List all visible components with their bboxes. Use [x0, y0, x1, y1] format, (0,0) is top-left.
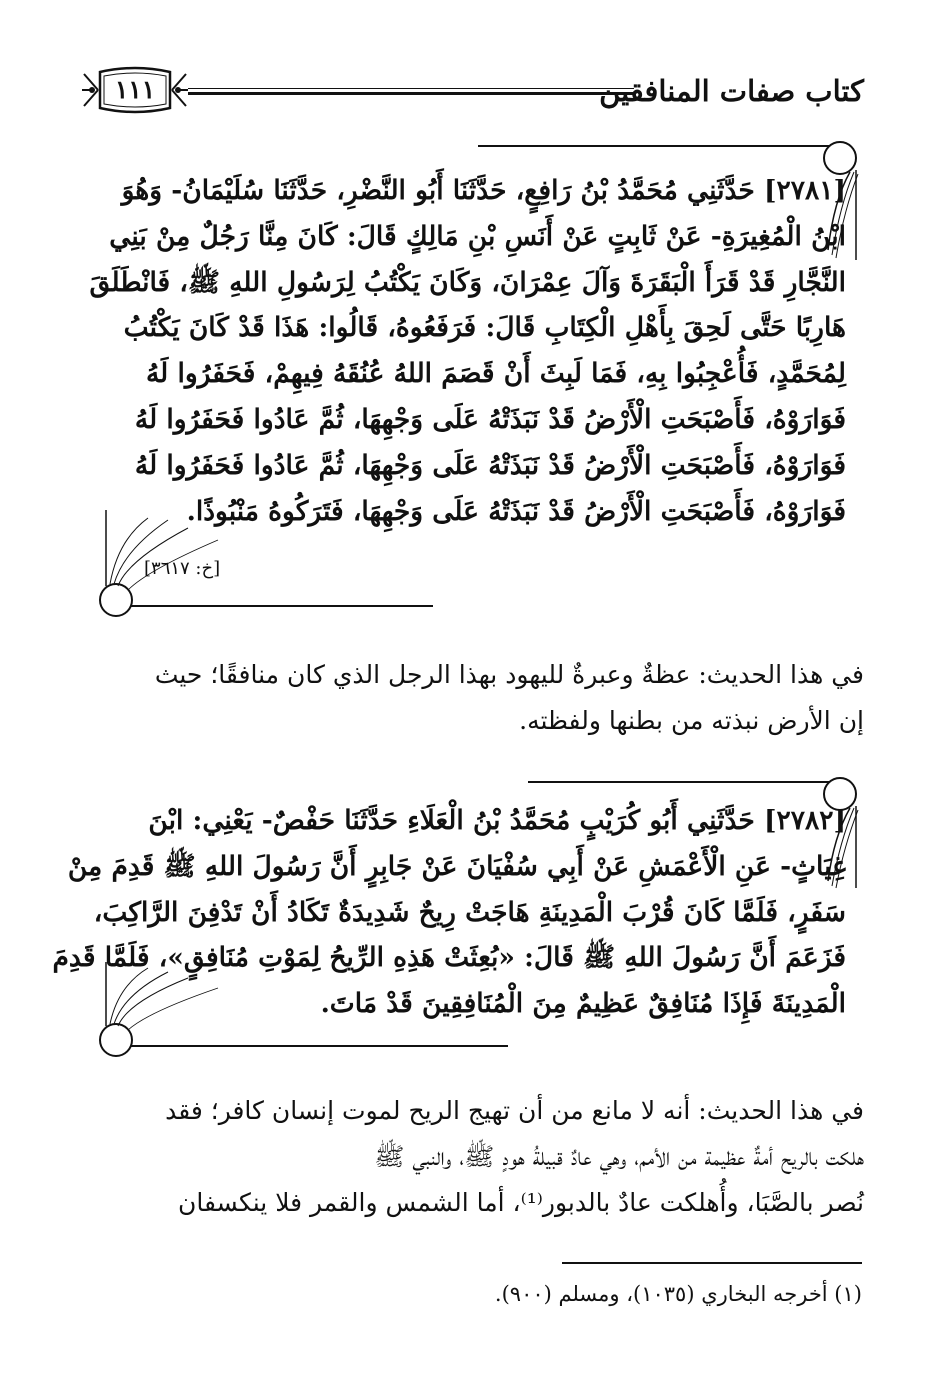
hadith-text [89, 168, 846, 534]
hadith-line: غِيَاثٍ- عَنِ الْأَعْمَشِ عَنْ أَبِي سُفْيَانَ عَنْ جَابِرٍ أَنَّ رَسُولَ اللهِ ﷺ قَدِمَ مِنْ [67, 850, 846, 882]
hadith-line: [٢٧٨٢] حَدَّثَنِي أَبُو كُرَيْبٍ مُحَمَّدُ بْنُ الْعَلَاءِ حَدَّثَنَا حَفْصٌ- يَعْنِي: ابْنَ [148, 805, 846, 836]
hadith-line: فَوَارَوْهُ، فَأَصْبَحَتِ الْأَرْضُ قَدْ نَبَذَتْهُ عَلَى وَجْهِهَا، ثُمَّ عَادُوا فَحَفَرُوا لَهُ [134, 403, 846, 435]
hadith-line: سَفَرٍ، فَلَمَّا كَانَ قُرْبَ الْمَدِينَةِ هَاجَتْ رِيحٌ شَدِيدَةٌ تَكَادُ أَنْ تَدْفِنَ الرَّاكِبَ، [93, 896, 846, 928]
hadith-line: [٢٧٨١] حَدَّثَنِي مُحَمَّدُ بْنُ رَافِعٍ، حَدَّثَنَا أَبُو النَّضْرِ، حَدَّثَنَا سُلَيْمَانُ- وَهُوَ [121, 175, 846, 206]
footnote-separator [562, 1262, 862, 1264]
book-title: كتاب صفات المنافقين [599, 74, 864, 108]
hadith-line: هَارِبًا حَتَّى لَحِقَ بِأَهْلِ الْكِتَابِ قَالَ: فَرَفَعُوهُ، قَالُوا: هَذَا قَدْ كَانَ يَكْتُبُ [123, 312, 846, 344]
hadith-line: النَّجَّارِ قَدْ قَرَأَ الْبَقَرَةَ وَآلَ عِمْرَانَ، وَكَانَ يَكْتُبُ لِرَسُولِ اللهِ ﷺ، فَانْطَلَقَ [89, 266, 846, 298]
footnote: (١) أخرجه البخاري (١٠٣٥)، ومسلم (٩٠٠). [494, 1282, 862, 1306]
hadith-text [52, 798, 846, 1027]
hadith-box-2782 [52, 776, 874, 1058]
commentary-line: هلكت بالريح أمةٌ عظيمة من الأمم، وهي عادٌ قبيلةُ هودٍ ﷺ، والنبي ﷺ [374, 1142, 864, 1171]
commentary-line: في هذا الحديث: عظةٌ وعبرةٌ لليهود بهذا الرجل الذي كان منافقًا؛ حيث [154, 660, 864, 689]
hadith-line: لِمُحَمَّدٍ، فَأُعْجِبُوا بِهِ، فَمَا لَبِثَ أَنْ قَصَمَ اللهُ عُنُقَهُ فِيهِمْ، فَحَفَرُوا لَهُ [145, 358, 846, 390]
header-rule [188, 88, 634, 95]
page-header [80, 60, 864, 116]
hadith-line: ابْنُ الْمُغِيرَةِ- عَنْ ثَابِتٍ عَنْ أَنَسِ بْنِ مَالِكٍ قَالَ: كَانَ مِنَّا رَجُلٌ مِنْ بَنِي [109, 220, 846, 252]
commentary-line: نُصر بالصَّبَا، وأُهلكت عادٌ بالدبور⁽¹⁾، أما الشمس والقمر فلا ينكسفان [178, 1188, 864, 1217]
hadith-line: فَوَارَوْهُ، فَأَصْبَحَتِ الْأَرْضُ قَدْ نَبَذَتْهُ عَلَى وَجْهِهَا، فَتَرَكُوهُ مَنْبُوذًا. [186, 495, 846, 527]
page-number: ١١١ [114, 75, 156, 104]
commentary-line: إن الأرض نبذته من بطنها ولفظته. [519, 706, 864, 735]
commentary-line: في هذا الحديث: أنه لا مانع من أن تهيج الريح لموت إنسان كافر؛ فقد [165, 1096, 864, 1125]
commentary-2782 [70, 1088, 864, 1226]
hadith-reference: [خ: ٣٦١٧] [144, 558, 221, 579]
hadith-line: فَوَارَوْهُ، فَأَصْبَحَتِ الْأَرْضُ قَدْ نَبَذَتْهُ عَلَى وَجْهِهَا، ثُمَّ عَادُوا فَحَفَرُوا لَهُ [134, 449, 846, 481]
hadith-line: الْمَدِينَةَ فَإِذَا مُنَافِقٌ عَظِيمٌ مِنَ الْمُنَافِقِينَ قَدْ مَاتَ. [320, 988, 846, 1020]
commentary-2781 [70, 652, 864, 744]
hadith-box-2781 [88, 140, 874, 618]
hadith-line: فَزَعَمَ أَنَّ رَسُولَ اللهِ ﷺ قَالَ: «بُعِثَتْ هَذِهِ الرِّيحُ لِمَوْتِ مُنَافِقٍ»، فَلَمَّا قَدِمَ [52, 942, 846, 974]
